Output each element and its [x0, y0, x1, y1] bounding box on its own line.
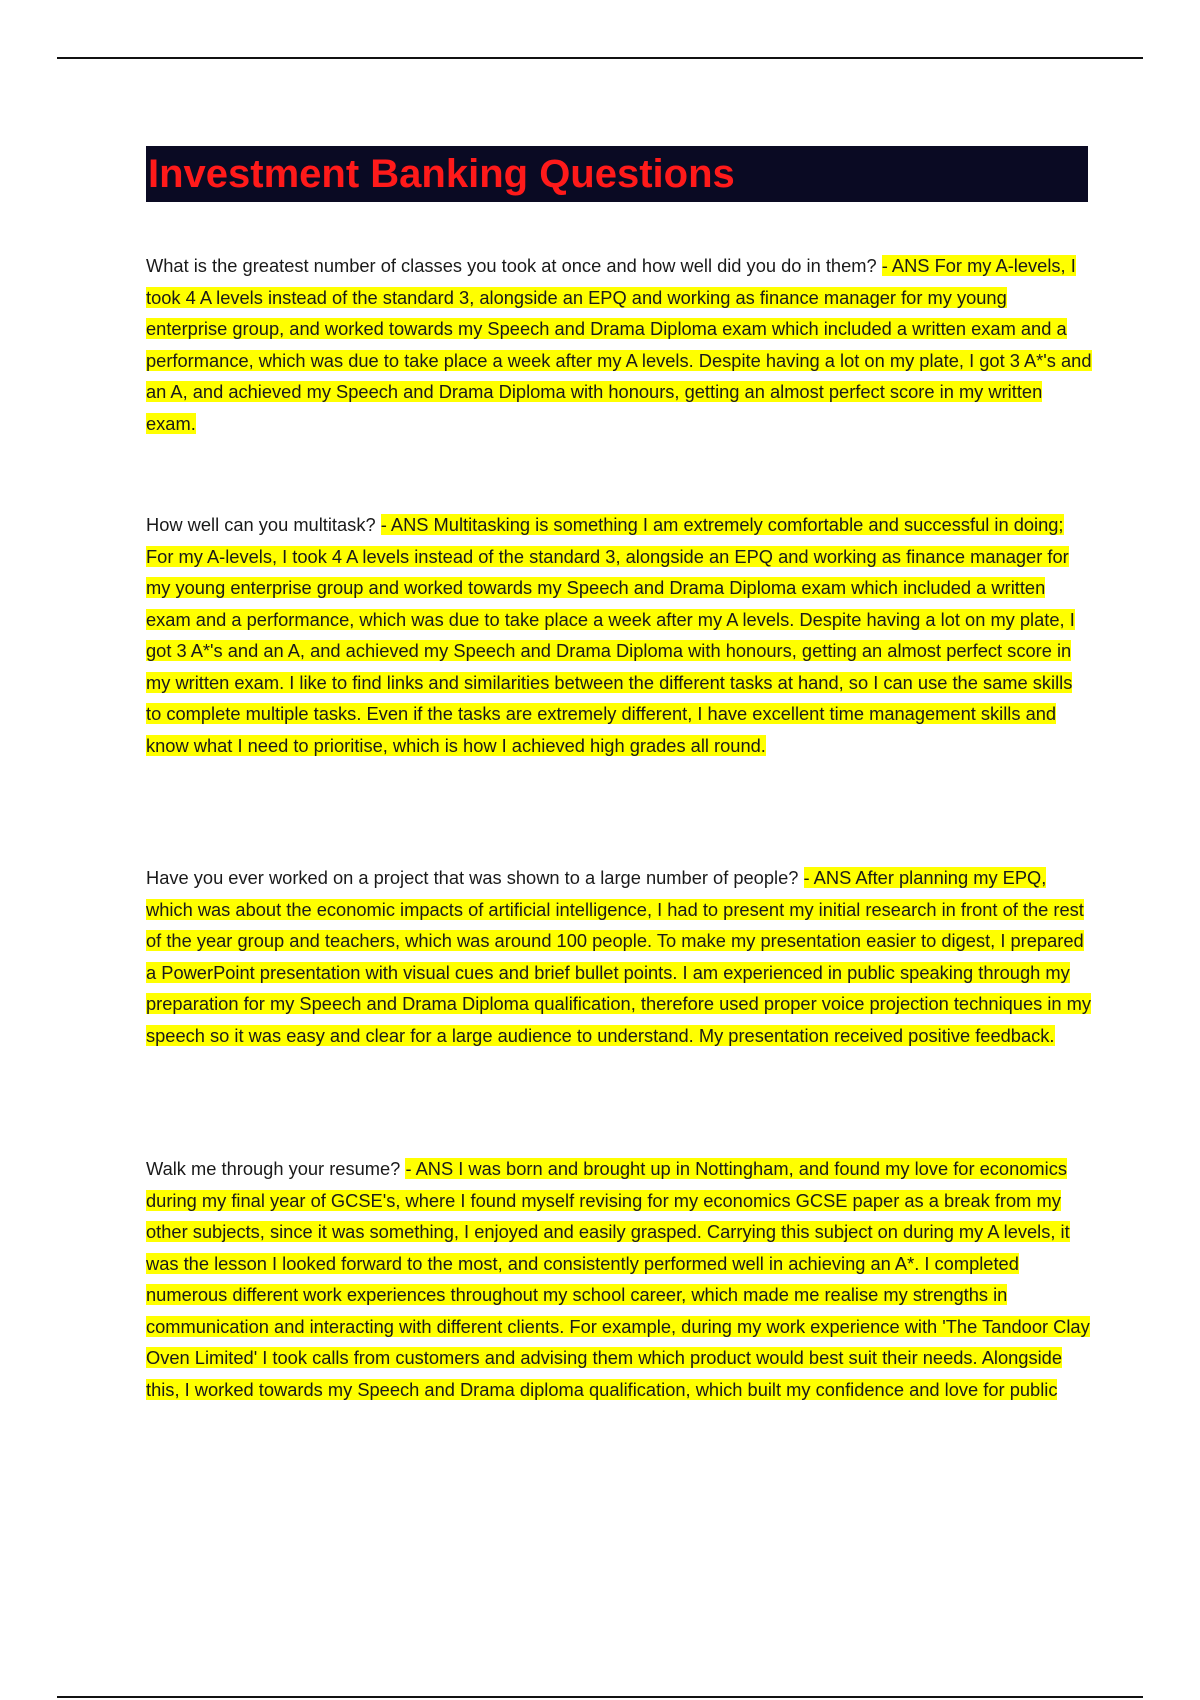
question-text: What is the greatest number of classes you took at once and how well did you do in them? [146, 255, 877, 276]
answer-text: - ANS For my A-levels, I took 4 A levels instead of the standard 3, alongside an EPQ and working as finance manager for my young enterprise group, and worked towards my Speech and Drama Diploma exam which included a written exam and a performance, which was due to take place a week after my A levels. Despite having a lot on my plate, I got 3 A*'s and an A, and achieved my Speech and Drama Diploma with honours, getting an almost perfect score in my written exam. [146, 255, 1092, 434]
question-text: How well can you multitask? [146, 514, 376, 535]
title-banner [146, 146, 1088, 202]
qa-block [146, 250, 1092, 439]
answer-text: - ANS I was born and brought up in Nottingham, and found my love for economics during my final year of GCSE's, where I found myself revising for my economics GCSE paper as a break from my other subjects, since it was something, I enjoyed and easily grasped. Carrying this subject on during my A levels, it was the lesson I looked forward to the most, and consistently performed well in achieving an A*. I completed numerous different work experiences throughout my school career, which made me realise my strengths in communication and interacting with different clients. For example, during my work experience with 'The Tandoor Clay Oven Limited' I took calls from customers and advising them which product would best suit their needs. Alongside this, I worked towards my Speech and Drama diploma qualification, which built my confidence and love for public [146, 1158, 1090, 1400]
qa-block [146, 862, 1092, 1051]
question-text: Have you ever worked on a project that was shown to a large number of people? [146, 867, 799, 888]
question-text: Walk me through your resume? [146, 1158, 401, 1179]
answer-text: - ANS After planning my EPQ, which was about the economic impacts of artificial intelligence, I had to present my initial research in front of the rest of the year group and teachers, which was around 100 people. To make my presentation easier to digest, I prepared a PowerPoint presentation with visual cues and brief bullet points. I am experienced in public speaking through my preparation for my Speech and Drama Diploma qualification, therefore used proper voice projection techniques in my speech so it was easy and clear for a large audience to understand. My presentation received positive feedback. [146, 867, 1092, 1046]
header-rule [57, 57, 1143, 59]
page-title: Investment Banking Questions [148, 152, 735, 196]
footer-rule [57, 1696, 1143, 1698]
qa-block [146, 509, 1092, 761]
qa-block [146, 1153, 1092, 1405]
answer-text: - ANS Multitasking is something I am extremely comfortable and successful in doing; For my A-levels, I took 4 A levels instead of the standard 3, alongside an EPQ and working as finance manager for my young enterprise group and worked towards my Speech and Drama Diploma exam which included a written exam and a performance, which was due to take place a week after my A levels. Despite having a lot on my plate, I got 3 A*'s and an A, and achieved my Speech and Drama Diploma with honours, getting an almost perfect score in my written exam. I like to find links and similarities between the different tasks at hand, so I can use the same skills to complete multiple tasks. Even if the tasks are extremely different, I have excellent time management skills and know what I need to prioritise, which is how I achieved high grades all round. [146, 514, 1075, 756]
